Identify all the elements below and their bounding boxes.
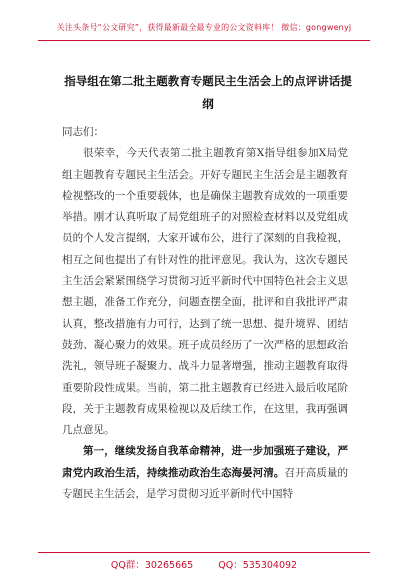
section-1-paragraph: [62, 441, 348, 505]
footer-divider: [38, 552, 370, 553]
document-title: 指导组在第二批主题教育专题民主生活会上的点评讲话提纲: [64, 74, 352, 111]
section-1-text: 召开高质量的专题民主生活会，是学习贯彻习近平新时代中国特: [62, 466, 349, 501]
intro-paragraph: 很荣幸，今天代表第二批主题教育第X指导组参加X局党组主题教育专题民主生活会。开好专题民主生活会是主题教育检视整改的一个重要载体，也是确保主题教育成效的一项重要举措。刚才认真听取了局党组班子的对照检查材料以及党组成员的个人发言提纲，大家开诚布公，进行了深刻的自我检视，相互之间也提出了有针对性的批评意见。我认为，这次专题民主生活会紧紧围绕学习贯彻习近平新时代中国特色社会主义思想主题，准备工作充分，问题查摆全面，批评和自我批评严肃认真，整改措施有力可行，达到了统一思想、提升境界、团结鼓劲、凝心聚力的效果。班子成员经历了一次严格的思想政治洗礼，领导班子凝聚力、战斗力显著增强，推动主题教育取得重要阶段性成果。当前，第二批主题教育已经进入最后收尾阶段，关于主题教育成果检视以及后续工作，在这里，我再强调几点意见。: [62, 147, 348, 437]
document-body: [62, 122, 348, 505]
section-1-heading: 第一，继续发扬自我革命精神，进一步加强班子建设，严肃党内政治生活，持续推动政治生态海晏河清。: [62, 445, 348, 479]
header-banner[interactable]: 关注头条号“公文研究”，获得最新最全最专业的公文资料库！ 微信：gongwenyj: [56, 23, 352, 32]
salutation: 同志们：: [62, 126, 104, 138]
header-divider: [38, 40, 370, 41]
footer-contact: QQ群：30265665 QQ：535304092: [110, 560, 298, 571]
